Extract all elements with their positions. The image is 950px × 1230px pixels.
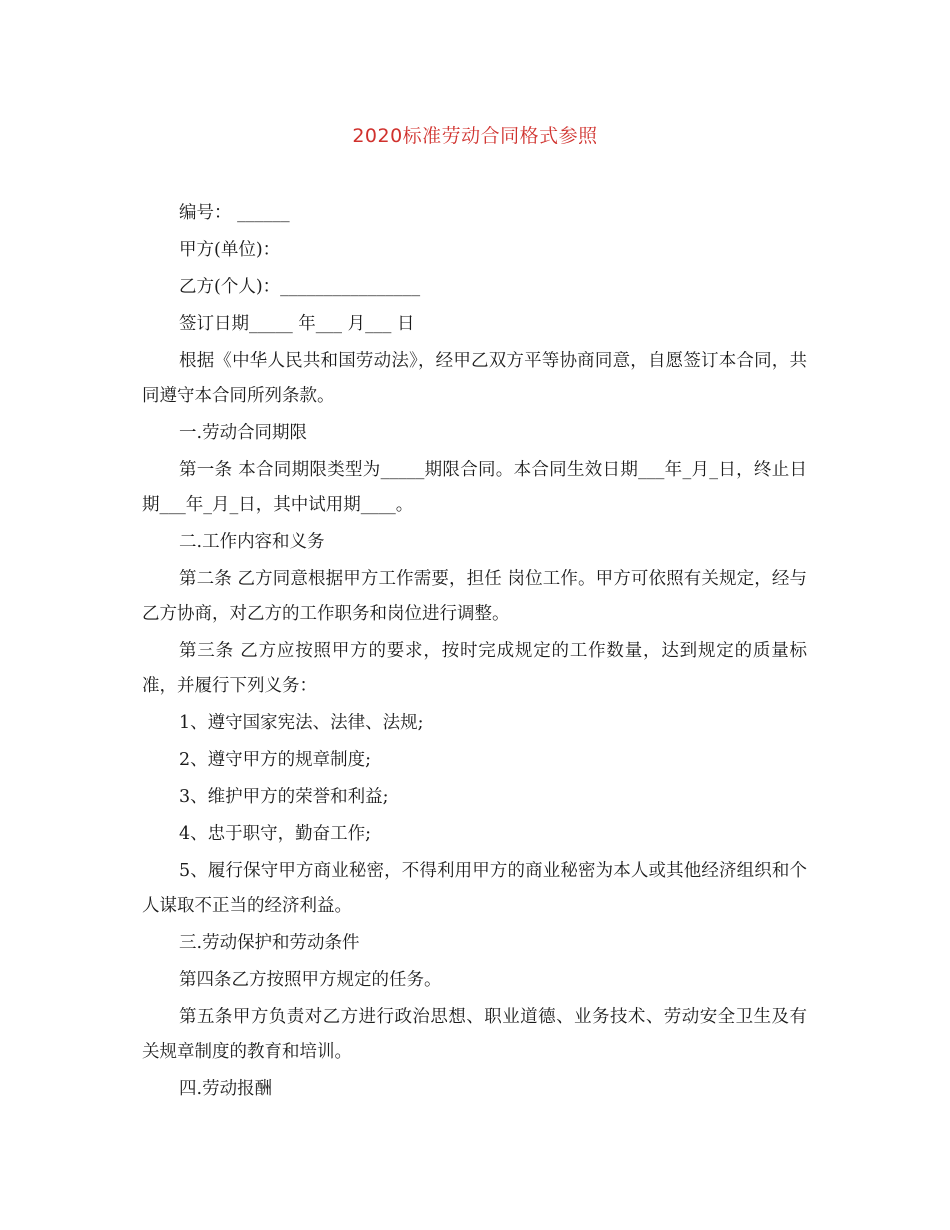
document-body	[142, 196, 807, 1109]
preamble-paragraph: 根据《中华人民共和国劳动法》，经甲乙双方平等协商同意，自愿签订本合同，共同遵守本合同所列条款。	[142, 351, 807, 406]
section-heading-labor-protection: 三.劳动保护和劳动条件	[179, 933, 360, 953]
party-b-field: 乙方(个人)：________________	[179, 277, 421, 297]
obligation-item-3: 3、维护甲方的荣誉和利益;	[179, 787, 389, 807]
party-a-field: 甲方(单位)：	[179, 240, 281, 260]
article-1-paragraph: 第一条 本合同期限类型为_____期限合同。本合同生效日期___年_月_日，终止日期___年_月_日，其中试用期____。	[142, 460, 807, 515]
section-heading-work-duties: 二.工作内容和义务	[179, 532, 325, 552]
article-2-paragraph: 第二条 乙方同意根据甲方工作需要，担任 岗位工作。甲方可依照有关规定，经与乙方协商，对乙方的工作职务和岗位进行调整。	[142, 569, 807, 624]
article-4-paragraph: 第四条乙方按照甲方规定的任务。	[179, 970, 442, 990]
obligation-item-1: 1、遵守国家宪法、法律、法规;	[179, 713, 424, 733]
article-5-paragraph: 第五条甲方负责对乙方进行政治思想、职业道德、业务技术、劳动安全卫生及有关规章制度的教育和培训。	[142, 1007, 807, 1062]
document-title: 2020标准劳动合同格式参照	[352, 125, 598, 147]
section-heading-remuneration: 四.劳动报酬	[179, 1079, 273, 1099]
signing-date-field: 签订日期_____ 年___ 月___ 日	[179, 314, 415, 334]
obligation-item-5: 5、履行保守甲方商业秘密，不得利用甲方的商业秘密为本人或其他经济组织和个人谋取不正当的经济利益。	[142, 861, 807, 916]
contract-number-field: 编号： ______	[179, 203, 290, 223]
obligation-item-2: 2、遵守甲方的规章制度;	[179, 750, 372, 770]
article-3-paragraph: 第三条 乙方应按照甲方的要求，按时完成规定的工作数量，达到规定的质量标准，并履行下列义务：	[142, 641, 807, 696]
obligation-item-4: 4、忠于职守，勤奋工作;	[179, 824, 372, 844]
section-heading-contract-term: 一.劳动合同期限	[179, 423, 308, 443]
